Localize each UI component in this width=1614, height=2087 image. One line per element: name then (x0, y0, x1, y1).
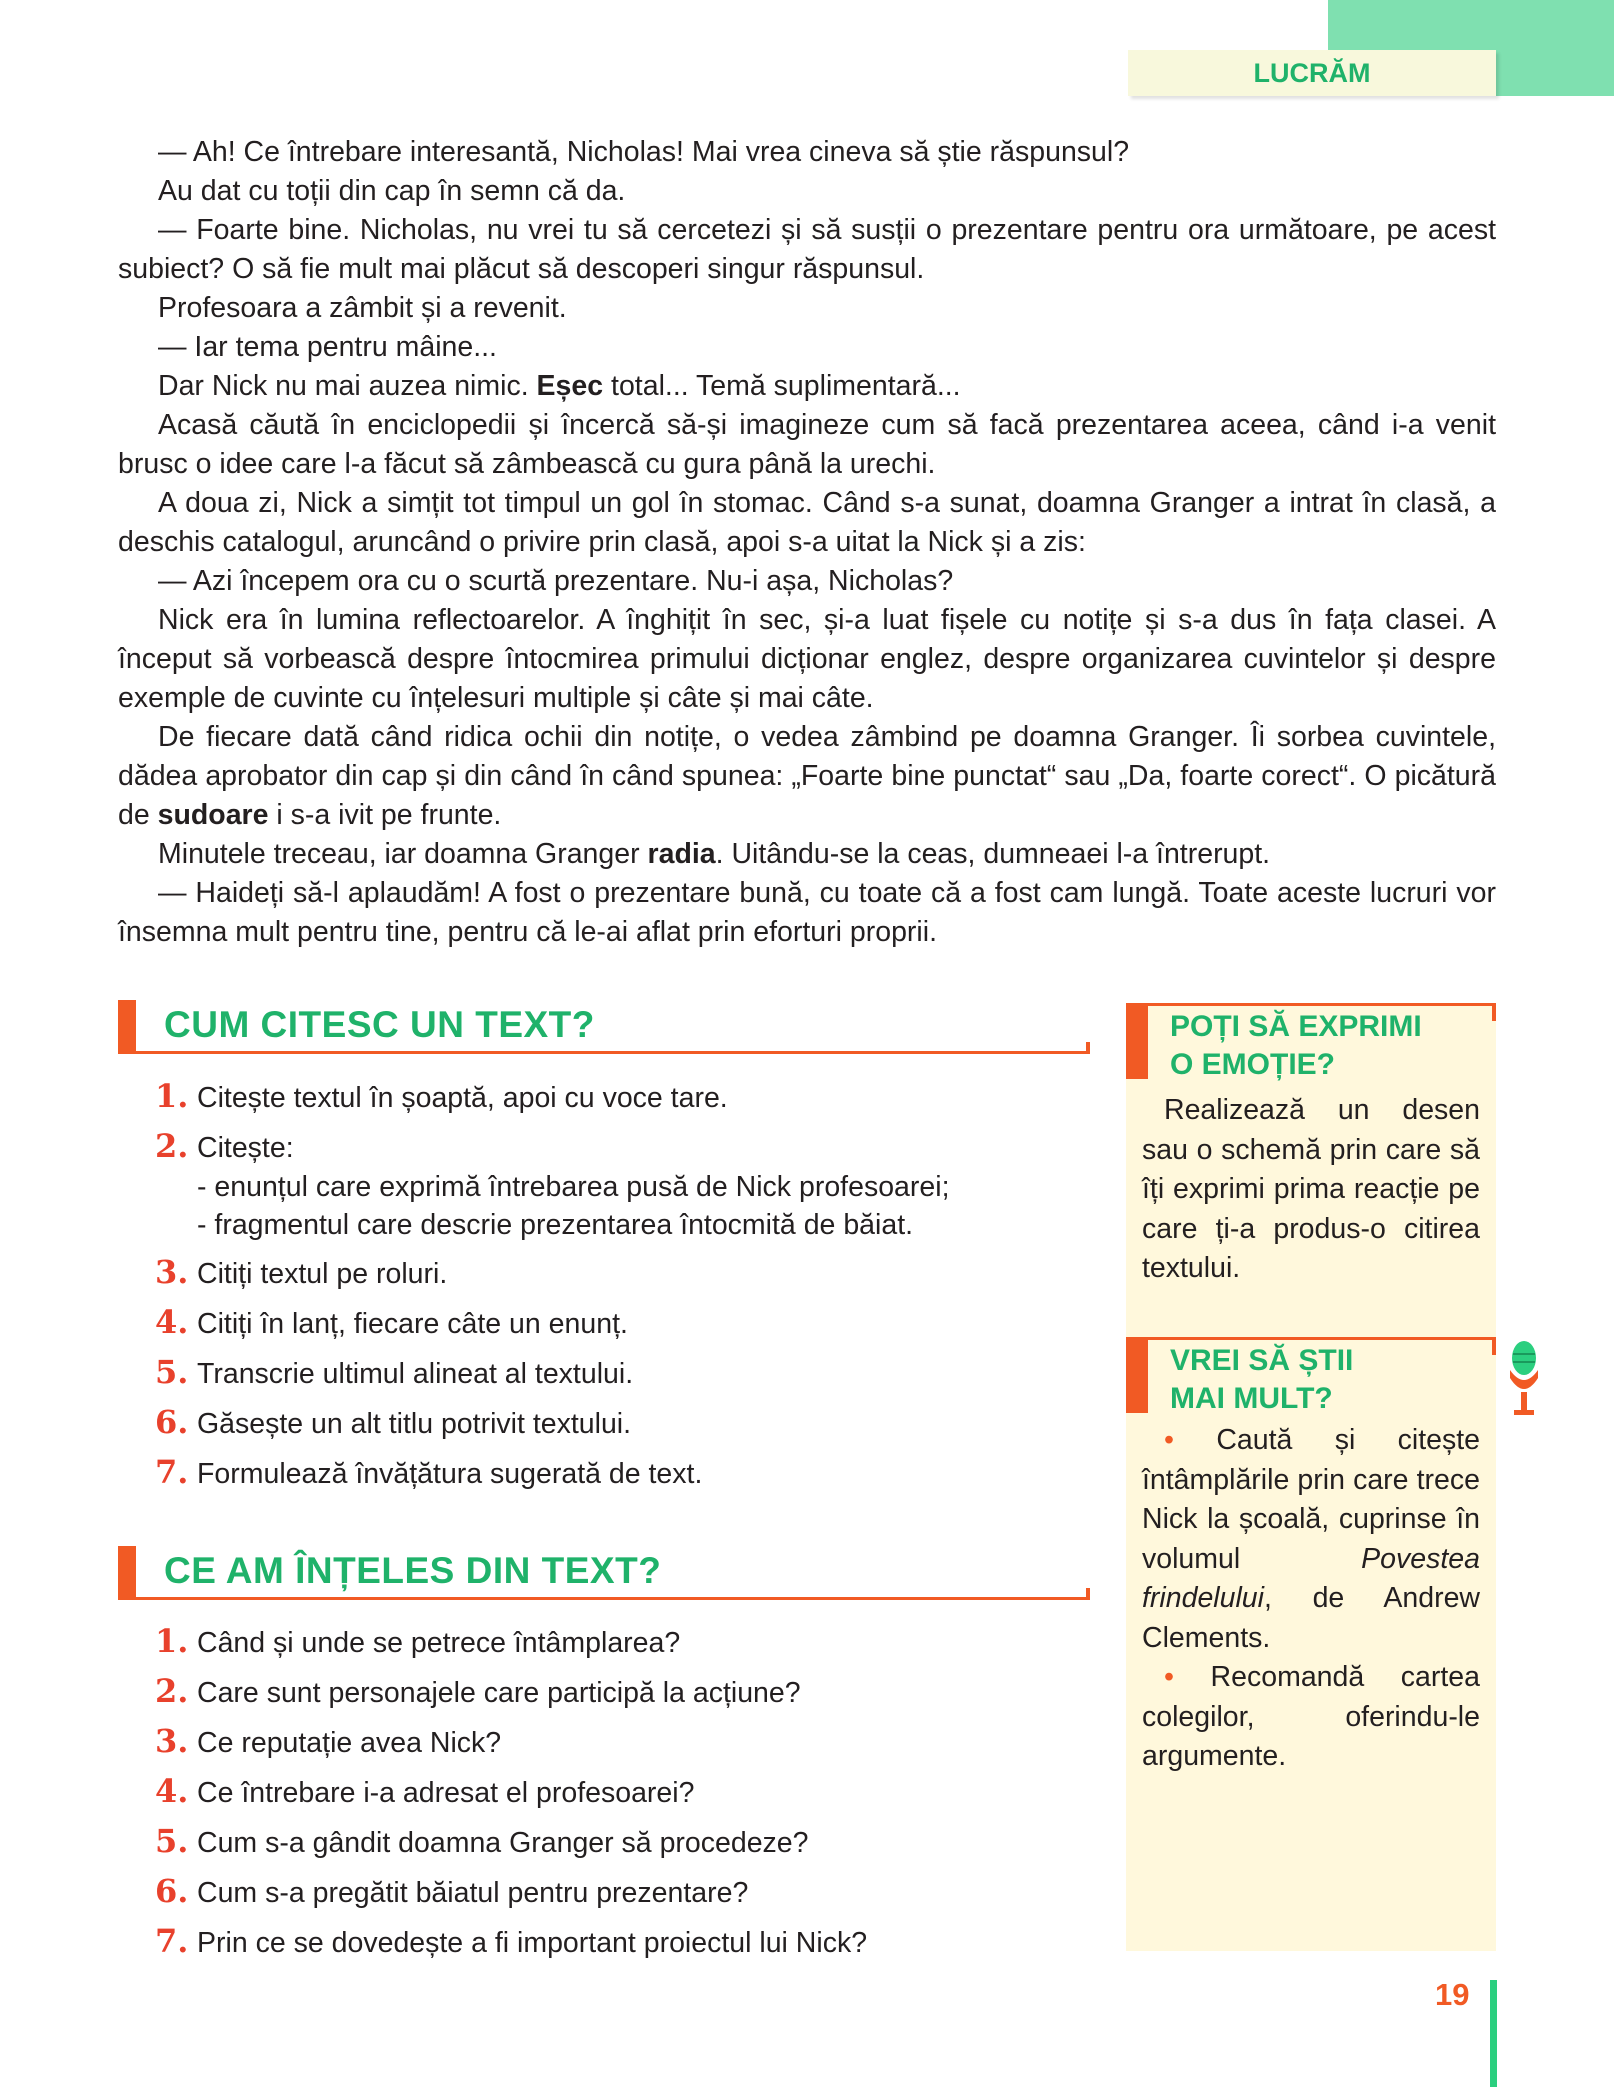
list-item (155, 1126, 949, 1252)
list-item (155, 1621, 867, 1671)
story-paragraph: — Foarte bine. Nicholas, nu vrei tu să cercetezi și să susții o prezentare pentru ora următoare, pe acest subiect? O să fie mult mai plăcut să descoperi singur răspunsul. (118, 214, 1496, 285)
item-text: Citește textul în șoaptă, apoi cu voce tare. (197, 1082, 728, 1114)
story-paragraph: — Azi începem ora cu o scurtă prezentare. Nu-i așa, Nicholas? (158, 565, 954, 597)
story-paragraph: Acasă căută în enciclopedii și încercă să-și imagineze cum să facă prezentarea aceea, când i-a venit brusc o idee care l-a făcut să zâmbească cu gura până la urechi. (118, 409, 1496, 480)
sub-items (197, 1168, 949, 1244)
heading-bar (1126, 1003, 1148, 1079)
item-text: Cum s-a gândit doamna Granger să procedeze? (197, 1827, 809, 1859)
list-item (155, 1452, 949, 1502)
list-item (155, 1076, 949, 1126)
text-run: Recomandă cartea colegilor, oferindu-le argumente. (1142, 1661, 1480, 1772)
bold-word: Eșec (536, 370, 604, 402)
section-label: LUCRĂM (1128, 50, 1496, 96)
heading-tick (1086, 1588, 1090, 1600)
item-text: Care sunt personajele care participă la acțiune? (197, 1677, 801, 1709)
item-number: 1. (155, 1622, 189, 1660)
more-heading (1126, 1337, 1496, 1413)
item-number: 6. (155, 1403, 189, 1441)
more-text (1142, 1421, 1480, 1777)
story-paragraph (118, 718, 1496, 835)
bold-word: sudoare (157, 799, 269, 831)
more-title (1170, 1342, 1353, 1418)
heading-bar (118, 1546, 136, 1598)
item-number: 1. (155, 1077, 189, 1115)
understanding-heading (118, 1546, 1090, 1600)
book-title: Povestea frindelului (1142, 1542, 1480, 1614)
heading-top-line (1126, 1003, 1496, 1006)
heading-top-line (1126, 1337, 1496, 1340)
item-text: Citiți în lanț, fiecare câte un enunț. (197, 1308, 628, 1340)
list-item (155, 1771, 867, 1821)
item-number: 7. (155, 1922, 189, 1960)
list-item (155, 1921, 867, 1971)
item-text: Găsește un alt titlu potrivit textului. (197, 1408, 632, 1440)
item-number: 3. (155, 1253, 189, 1291)
story-paragraph: — Haideți să-l aplaudăm! A fost o prezentare bună, cu toate că a fost cam lungă. Toate aceste lucruri vor însemna mult pentru tine, pentru că le-ai aflat prin eforturi proprii. (118, 877, 1496, 948)
bullet: • (1164, 1661, 1174, 1693)
story-paragraph: Au dat cu toții din cap în semn că da. (158, 175, 626, 207)
understanding-title: CE AM ÎNȚELES DIN TEXT? (164, 1550, 662, 1591)
heading-underline (118, 1051, 1090, 1054)
sub-item: - enunțul care exprimă întrebarea pusă de Nick profesoarei; (197, 1171, 950, 1203)
item-number: 5. (155, 1822, 189, 1860)
story-paragraph (118, 835, 1496, 874)
text-run: , de Andrew Clements. (1142, 1582, 1480, 1654)
title-line: O EMOȚIE? (1170, 1048, 1335, 1081)
item-text: Cum s-a pregătit băiatul pentru prezentare? (197, 1877, 749, 1909)
reading-title: CUM CITESC UN TEXT? (164, 1004, 595, 1045)
list-item (155, 1302, 949, 1352)
story-paragraph: — Ah! Ce întrebare interesantă, Nicholas! Mai vrea cineva să știe răspunsul? (158, 136, 1130, 168)
heading-bar (118, 1000, 136, 1052)
item-text: Citește: (197, 1132, 294, 1164)
emotion-text (1142, 1091, 1480, 1289)
list-item (155, 1871, 867, 1921)
list-item (155, 1352, 949, 1402)
story-paragraph (118, 367, 1496, 406)
heading-tick (1086, 1042, 1090, 1054)
story-text (118, 133, 1496, 952)
story-paragraph: Nick era în lumina reflectoarelor. A înghițit în sec, și-a luat fișele cu notițe și s-a dus în fața clasei. A început să vorbească despre întocmirea primului dicționar englez, despre organizarea cuvintelor și despre exemple de cuvinte cu înțelesuri multiple și câte și mai câte. (118, 604, 1496, 714)
list-item (155, 1671, 867, 1721)
text-run: De fiecare dată când ridica ochii din notițe, o vedea zâmbind pe doamna Granger. Îi sorbea cuvintele, dădea aprobator din cap și din când în când spunea: „Foarte bine punctat“ sau „Da, foarte corect“. O picătură de (118, 721, 1496, 831)
reading-list (155, 1076, 949, 1502)
item-number: 2. (155, 1672, 189, 1710)
heading-underline (118, 1597, 1090, 1600)
page-rule (1490, 1980, 1497, 2087)
heading-tick (1492, 1337, 1496, 1355)
text-run: Minutele treceau, iar doamna Granger (158, 838, 648, 870)
sidebar-paragraph (1142, 1658, 1480, 1777)
item-number: 4. (155, 1772, 189, 1810)
heading-bar (1126, 1337, 1148, 1413)
text-run: total... Temă suplimentară... (603, 370, 961, 402)
sub-item: - fragmentul care descrie prezentarea întocmită de băiat. (197, 1209, 914, 1241)
text-run: i s-a ivit pe frunte. (268, 799, 502, 831)
sidebar-paragraph: Realizează un desen sau o schemă prin care să îți exprimi prima reacție pe care ți-a produs-o citirea textului. (1142, 1094, 1480, 1284)
understanding-list (155, 1621, 867, 1971)
item-text: Când și unde se petrece întâmplarea? (197, 1627, 681, 1659)
item-number: 2. (155, 1127, 189, 1165)
list-item (155, 1821, 867, 1871)
emotion-title (1170, 1008, 1422, 1084)
text-run: Dar Nick nu mai auzea nimic. (158, 370, 537, 402)
item-text: Transcrie ultimul alineat al textului. (197, 1358, 634, 1390)
item-text: Ce întrebare i-a adresat el profesoarei? (197, 1777, 695, 1809)
item-number: 4. (155, 1303, 189, 1341)
microphone-icon (1504, 1340, 1544, 1420)
title-line: VREI SĂ ȘTII (1170, 1344, 1354, 1377)
title-line: POȚI SĂ EXPRIMI (1170, 1010, 1422, 1043)
page-number: 19 (1435, 1977, 1470, 2012)
story-paragraph: A doua zi, Nick a simțit tot timpul un gol în stomac. Când s-a sunat, doamna Granger a intrat în clasă, a deschis catalogul, aruncând o privire prin clasă, apoi s-a uitat la Nick și a zis: (118, 487, 1496, 558)
sidebar (1126, 1003, 1496, 1951)
item-text: Citiți textul pe roluri. (197, 1258, 448, 1290)
item-number: 6. (155, 1872, 189, 1910)
heading-tick (1492, 1003, 1496, 1021)
bullet: • (1164, 1424, 1174, 1456)
text-run: Caută și citește întâmplările prin care trece Nick la școală, cuprinse în volumul (1142, 1424, 1480, 1575)
item-text: Formulează învățătura sugerată de text. (197, 1458, 703, 1490)
text-run: . Uitându-se la ceas, dumneaei l-a întrerupt. (715, 838, 1271, 870)
item-number: 3. (155, 1722, 189, 1760)
emotion-heading (1126, 1003, 1496, 1079)
list-item (155, 1252, 949, 1302)
story-paragraph: Profesoara a zâmbit și a revenit. (158, 292, 567, 324)
item-number: 5. (155, 1353, 189, 1391)
item-text: Prin ce se dovedește a fi important proiectul lui Nick? (197, 1927, 868, 1959)
list-item (155, 1402, 949, 1452)
reading-heading (118, 1000, 1090, 1054)
item-number: 7. (155, 1453, 189, 1491)
title-line: MAI MULT? (1170, 1382, 1333, 1415)
list-item (155, 1721, 867, 1771)
item-text: Ce reputație avea Nick? (197, 1727, 502, 1759)
story-paragraph: — Iar tema pentru mâine... (158, 331, 497, 363)
sidebar-paragraph (1142, 1421, 1480, 1658)
bold-word: radia (647, 838, 716, 870)
